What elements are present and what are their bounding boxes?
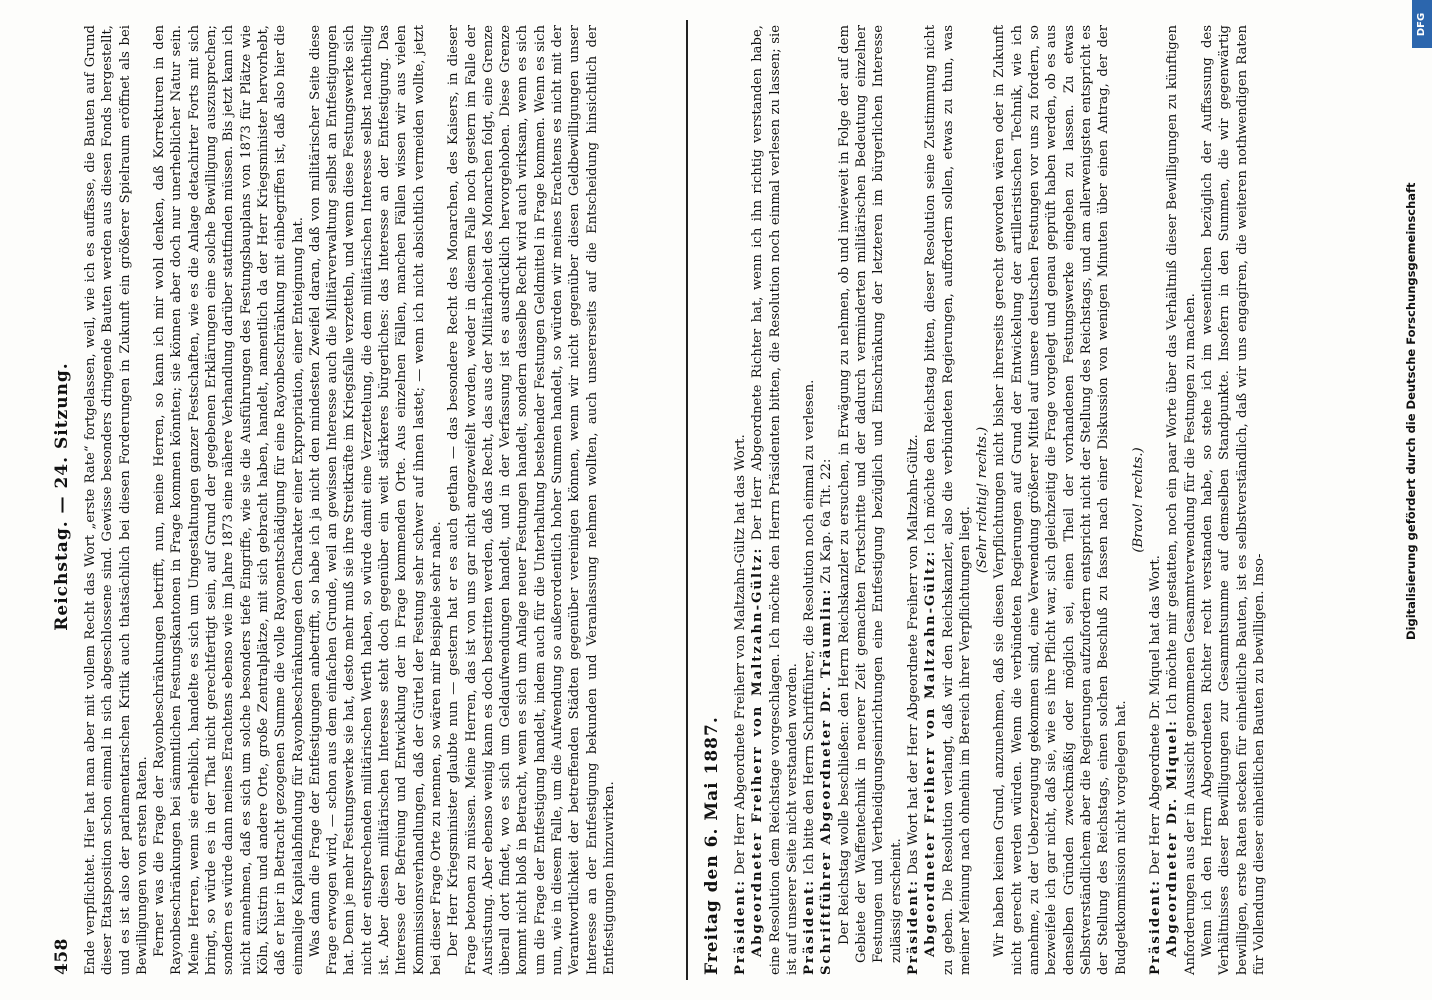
speech-paragraph	[905, 25, 922, 975]
speaker-name: Abgeordneter Freiherr von Maltzahn-Gültz:	[750, 546, 766, 957]
speech-text: Der Herr Abgeordnete Dr. Miquel hat das Wort.	[1148, 555, 1164, 879]
text-paragraph: Ferner was die Frage der Rayonbeschränkungen betrifft, nun, meine Herren, so kann ich mir wohl denken, daß Korrekturen in den Rayonbeschränkungen bei sämmtlichen Festungskantonen in Frage kommen könnten; sie können aber doch nur unerheblicher Natur sein. Meine Herren, wenn sie erheblich, handelte es sich um Umgestaltungen ganzer Festschaften, wie es die Anlage detachirter Forts mit sich bringt, so würde es in der That nicht gerechtfertigt sein, auf Grund der gegebenen Erklärungen eine solche Bewilligung auszusprechen; sondern es würde dann meines Erachtens ebenso wie im Jahre 1873 eine nähere Verhandlung darüber stattfinden müssen. Bis jetzt kann ich nicht annehmen, daß es sich um solche besonders tiefe Eingriffe, wie sie die Ausführungen des Festungsbauplans von 1873 für Plätze wie Köln, Küstrin und andere Orte, große Zentralplätze, mit sich gebracht haben, handelt, namentlich da der Herr Kriegsminister hervorhebt, daß er hier in Betracht gezogenen Summe die volle Rayonentschädigung für eine Rayonbeschränkung mit einbegriffen ist, daß also hier die einmalige Kapitalabfindung für Rayonbeschränkungen den Charakter einer Expropriation, einer Enteignung hat.	[152, 25, 306, 975]
right-page	[702, 25, 1402, 975]
speech-text: Das Wort hat der Herr Abgeordnete Freiherr von Maltzahn-Gültz.	[905, 434, 921, 879]
interjection: (Sehr richtig! rechts.)	[975, 426, 991, 574]
speech-text: Ich bitte den Herrn Schriftführer, die Resolution noch einmal zu verlesen.	[802, 379, 818, 879]
speech-paragraph	[749, 25, 801, 975]
speech-paragraph	[922, 25, 974, 975]
speech-paragraph	[1147, 25, 1164, 975]
text-paragraph: Ende verpflichtet. Hier hat man aber mit vollem Recht das Wort „erste Rate“ fortgelassen, weil, wie ich es auffasse, die Bauten auf Grund dieser Etatsposition schon einmal in sich abgeschlossene sind. Gewisse besonders dringende Bauten werden aus diesen Fonds hergestellt, und es ist also der parlamentarischen Kritik auch thatsächlich bei diesen Forderungen in Zukunft ein größerer Spielraum eröffnet als bei Bewilligungen von ersten Raten.	[83, 25, 150, 975]
text-paragraph: Wenn ich den Herrn Abgeordneten Richter recht verstanden habe, so stehe ich im wesentlichen bezüglich der Auffassung des Verhältnisses dieser Bewilligungen zur Gesammtsumme auf demselben Standpunkte. Insofern in den Summen, die wir gegenwärtig bewilligen, erste Raten stecken für einheitliche Bauten, ist es selbstverständlich, daß wir uns engagiren, die weiteren nothwendigen Raten für Vollendung dieser einheitlichen Bauten zu bewilligen. Inso-	[1200, 25, 1267, 975]
speech-text: Der Herr Abgeordnete Richter hat, wenn ich ihn richtig verstanden habe, eine Resolution dem Reichstage vorgeschlagen. Ich möchte den Herrn Präsidenten bitten, die Resolution noch einmal verlesen zu lassen; sie ist auf unserer Seite nicht verstanden worden.	[750, 25, 800, 975]
digitization-note-text: Digitalisierung gefördert durch die Deutsche Forschungsgemeinschaft	[1404, 182, 1418, 640]
running-title-left: Reichstag. — 24. Sitzung.	[52, 362, 72, 631]
speech-text: Ich möchte mir gestatten, noch ein paar Worte über das Verhältniß dieser Bewilligungen zu künftigen Anforderungen aus der in Aussicht genommenen Gesammtverwendung für die Festungen zu machen.	[1165, 25, 1198, 975]
right-column-text	[732, 25, 1268, 975]
speaker-name: Präsident:	[733, 878, 748, 975]
left-page-header	[52, 25, 72, 975]
text-paragraph: Der Herr Kriegsminister glaubte nun — gestern hat er es auch gethan — das besondere Recht des Monarchen, des Kaisers, in dieser Frage betonen zu müssen. Meine Herren, das ist von uns gar nicht angezweifelt worden, weder in diesem Falle noch gestern im Falle der Ausrüstung. Aber ebenso wenig kann es doch bestritten werden, daß das Recht, das aus der Militärhoheit des Monarchen folgt, eine Grenze überall dort findet, wo es sich um Geldaufwendungen handelt, und in der Verfassung ist es ausdrücklich hervorgehoben. Diese Grenze kommt nicht bloß in Betracht, wenn es sich um Anlage neuer Festungen handelt, sondern dasselbe Recht wird auch wirksam, wenn es sich um die Frage der Entfestigung handelt, indem auch für die Unterhaltung bestehender Festungen Geldmittel in Frage kommen. Wenn es sich nun, wie in diesem Falle, um die Aufwendung so außerordentlich hoher Summen handelt, so würden wir meines Erachtens es nicht mit der Verantwortlichkeit der betreffenden Städten gegenüber vereinigen können, wenn wir nicht gegenüber diesen Geldbewilligungen unser Interesse an der Entfestigung bekunden und Veranlassung nehmen wollten, auch unsererseits auf die Entscheidung hinsichtlich der Entfestigungen hinzuwirken.	[446, 25, 617, 975]
speaker-name: Abgeordneter Dr. Miquel:	[1165, 719, 1181, 957]
dfg-logo-text: DFG	[1416, 12, 1428, 36]
dfg-logo	[1412, 0, 1432, 48]
speech-text: Zu Kap. 6a Tit. 22:	[819, 458, 835, 588]
left-column-text	[82, 25, 618, 975]
speech-paragraph	[732, 25, 749, 975]
speaker-name: Präsident:	[905, 878, 921, 975]
text-paragraph: Wir haben keinen Grund, anzunehmen, daß sie diesen Verpflichtungen nicht bisher ihrerseits gerecht geworden wären oder in Zukunft nicht gerecht werden würden. Wenn die verbündeten Regierungen auf Grund der Entwickelung der artilleristischen Technik, wie ich annehme, zu der Ueberzeugung gekommen sind, eine Verwendung größerer Mittel auf unsere deutschen Festungen vor uns zu fordern, so bezweifele ich gar nicht, daß sie, wie es ihre Pflicht war, sich gleichzeitig die Frage vorgelegt und genau geprüft haben werden, ob es aus denselben Gründen zweckmäßig oder möglich sei, einen Theil der vorhandenen Festungswerke eingehen zu lassen. Zu etwas Selbstverständlichem aber die Regierungen aufzufordern entspricht nicht der Stellung des Reichstags, und am allerwenigsten entspricht es der Stellung des Reichstags, einen solchen Beschluß zu fassen nach einer Diskussion von wenigen Minuten über einen Antrag, der der Budgetkommission nicht vorgelegen hat.	[992, 25, 1129, 975]
interjection: (Bravo! rechts.)	[1130, 447, 1146, 553]
right-page-header	[702, 25, 722, 975]
running-title-right: Freitag den 6. Mai 1887.	[702, 716, 722, 975]
speech-paragraph	[801, 25, 818, 975]
column-divider	[686, 20, 688, 980]
page-number: 458	[52, 938, 72, 975]
digitization-note	[1404, 182, 1418, 640]
speech-paragraph	[818, 25, 835, 975]
speech-text: Der Herr Abgeordnete Freiherr von Maltzahn-Gültz hat das Wort.	[733, 434, 748, 879]
speaker-name: Schriftführer Abgeordneter Dr. Träumlin:	[819, 587, 835, 975]
resolution-text: Der Reichstag wolle beschließen: den Herrn Reichskanzler zu ersuchen, in Erwägung zu nehmen, ob und inwieweit in Folge der auf dem Gebiete der Waffentechnik in neuerer Zeit gemachten Fortschritte und der dadurch verminderten militärischen Bedeutung einzelner Festungen und Vertheidigungseinrichtungen eine Entfestigung bezüglich und Einschränkung der letzteren im bürgerlichen Interesse zulässig erscheint.	[836, 25, 904, 963]
speaker-name: Präsident:	[802, 878, 818, 975]
left-page	[52, 25, 702, 975]
speech-paragraph	[1164, 25, 1199, 975]
speaker-name: Präsident:	[1148, 878, 1164, 975]
text-paragraph: Was dann die Frage der Entfestigungen anbetrifft, so habe ich ja nicht den mindesten Zweifel daran, daß von militärischer Seite diese Frage erwogen wird, — schon aus dem einfachen Grunde, weil an gewissen Interesse auch die Militärverwaltung selbst an Entfestigungen hat. Denn je mehr Festungswerke sie hat, desto mehr muß sie ihre Streitkräfte im Kriegsfalle verzetteln, und wenn diese Festungswerke sich nicht der entsprechenden militärischen Werth haben, so würde damit eine Verzettelung, die dem militärischen Interesse selbst nachtheilig ist. Aber diesen militärischen Interesse steht doch gegenüber ein weit stärkeres bürgerliches: das Interesse an der Entfestigung. Das Interesse der Befreiung und Entwicklung der in Frage kommenden Orte. Aus einzelnen Fällen, manchen Fällen wissen wir aus vielen Kommissionsverhandlungen, daß der Gürtel der Festung sehr schwer auf ihnen lastet; — wenn ich nicht absichtlich vermeiden wollte, jetzt bei dieser Frage Orte zu nennen, so wären mir Beispiele sehr nahe.	[307, 25, 444, 975]
speech-text: Ich möchte den Reichstag bitten, dieser Resolution seine Zustimmung nicht zu geben. Die Resolution verlangt, daß wir den Reichskanzler, also die verbündeten Regierungen, auffordern sollen, etwas zu thun, was meiner Meinung nach ohnehin im Bereich ihrer Verpflichtungen liegt.	[923, 25, 973, 975]
speaker-name: Abgeordneter Freiherr von Maltzahn-Gültz:	[923, 549, 939, 957]
